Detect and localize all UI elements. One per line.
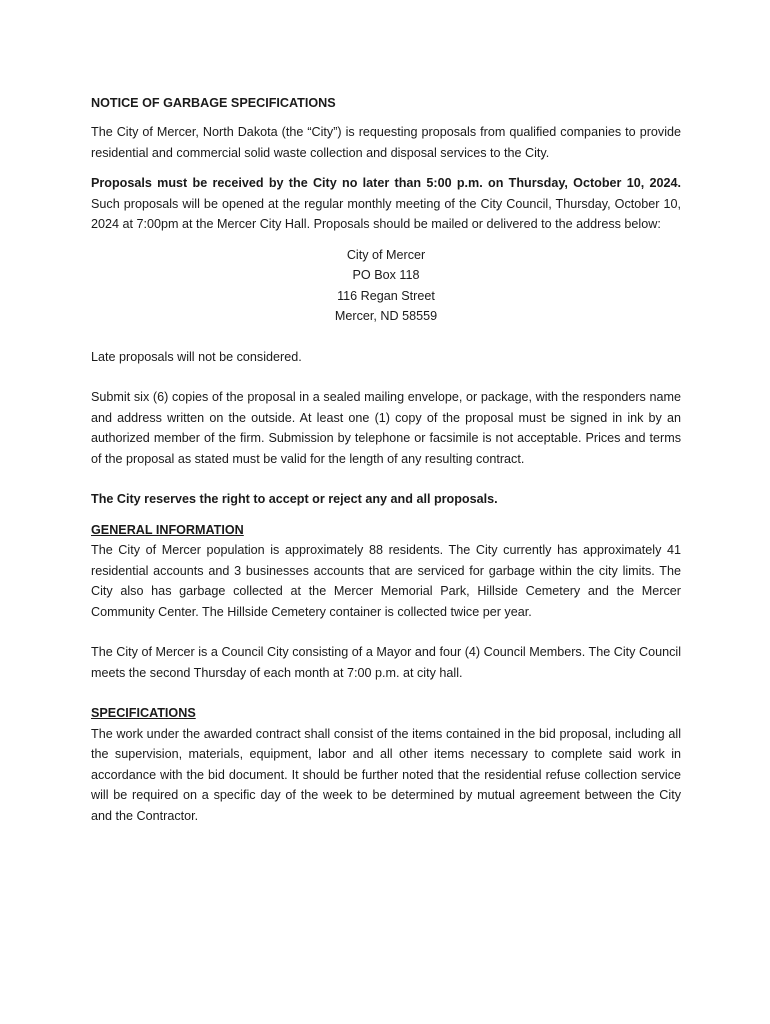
council-paragraph: The City of Mercer is a Council City consisting of a Mayor and four (4) Council Members. The City Council meets the second Thursday of each month at 7:00 p.m. at city hall. (91, 645, 681, 680)
specifications-paragraph: The work under the awarded contract shall consist of the items contained in the bid proposal, including all the supervision, materials, equipment, labor and all other items necessary to complete said work in accordance with the bid document. It should be further noted that the residential refuse collection service will be required on a specific day of the week to be determined by mutual agreement between the City and the Contractor. (91, 726, 681, 823)
address-line: 116 Regan Street (337, 288, 435, 303)
late-notice: Late proposals will not be considered. (91, 349, 302, 364)
submission-paragraph: Submit six (6) copies of the proposal in a sealed mailing envelope, or package, with the responders name and address written on the outside. At least one (1) copy of the proposal must be signed in ink by an authorized member of the firm. Submission by telephone or facsimile is not acceptable. Prices and terms of the proposal as stated must be valid for the length of any resulting contract. (91, 390, 681, 466)
document-page (91, 94, 681, 836)
intro-paragraph: The City of Mercer, North Dakota (the “City”) is requesting proposals from qualified companies to provide residential and commercial solid waste collection and disposal services to the City. (91, 125, 681, 160)
deadline-paragraph (91, 173, 681, 235)
reservation-statement: The City reserves the right to accept or reject any and all proposals. (91, 492, 498, 506)
deadline-bold-text: Proposals must be received by the City no later than 5:00 p.m. on Thursday, October 10, 2024. (91, 176, 681, 190)
deadline-rest-text: Such proposals will be opened at the regular monthly meeting of the City Council, Thursday, October 10, 2024 at 7:00pm at the Mercer City Hall. Proposals should be mailed or delivered to the address below: (91, 196, 681, 231)
general-information-paragraph: The City of Mercer population is approximately 88 residents. The City currently has approximately 41 residential accounts and 3 businesses accounts that are serviced for garbage within the city limits. The City also has garbage collected at the Mercer Memorial Park, Hillside Cemetery and the Mercer Community Center. The Hillside Cemetery container is collected twice per year. (91, 543, 681, 619)
address-line: Mercer, ND 58559 (334, 309, 438, 323)
specifications-heading: SPECIFICATIONS (91, 706, 196, 720)
address-line: PO Box 118 (352, 268, 420, 282)
document-title: NOTICE OF GARBAGE SPECIFICATIONS (91, 96, 336, 110)
mailing-address (91, 245, 681, 327)
general-information-heading: GENERAL INFORMATION (91, 522, 244, 537)
address-line: City of Mercer (346, 247, 426, 262)
